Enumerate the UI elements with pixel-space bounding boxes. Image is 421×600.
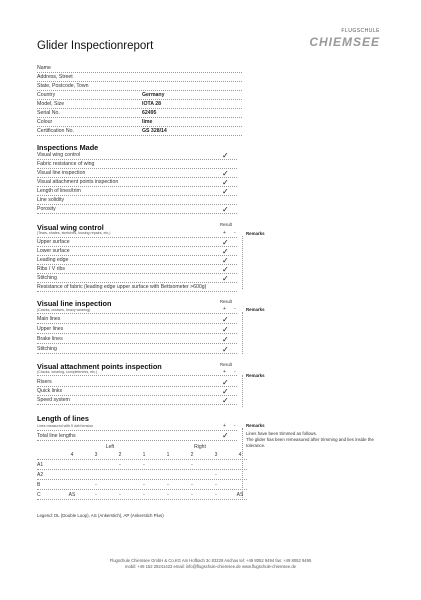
divider [37, 108, 242, 109]
wing-section-title: Visual wing control [37, 223, 104, 232]
minus-label: - [234, 423, 236, 429]
divider [242, 236, 243, 289]
checkmark: ✓ [222, 151, 229, 160]
minus-label: - [234, 306, 236, 312]
footer-line-2: mobil: +49 152 29241423 email: info@flugschule-chiemsee.de www.flugschule-chiemsee.de [124, 564, 297, 569]
wing-item: Leading edge [37, 257, 69, 263]
table-cell: - [143, 462, 145, 468]
wing-item: Upper surface [37, 239, 70, 245]
table-cell: - [95, 492, 97, 498]
table-cell: AS [68, 492, 76, 498]
table-cell: - [215, 482, 217, 488]
divider [37, 489, 247, 490]
divider [37, 386, 237, 387]
inspection-item: Visual wing control [37, 152, 81, 158]
line-item: Stitching [37, 346, 57, 352]
remarks-label: Remarks [246, 231, 265, 236]
attach-item: Quick links [37, 388, 63, 394]
checkmark: ✓ [222, 247, 229, 256]
line-item: Main lines [37, 316, 61, 322]
checkmark: ✓ [222, 178, 229, 187]
divider [37, 99, 242, 100]
remark-line: Lines have been trimmed as follows. [246, 431, 318, 436]
table-cell: - [215, 472, 217, 478]
column-header: 2 [190, 452, 194, 458]
remark-line: tolerance. [246, 443, 266, 448]
column-header: 4 [238, 452, 242, 458]
wing-item: Lower surface [37, 248, 70, 254]
flugschule-logo [290, 28, 380, 50]
table-cell: - [215, 492, 217, 498]
checkmark: ✓ [222, 274, 229, 283]
info-value-certification: GS 328/14 [142, 128, 167, 134]
table-cell: - [143, 492, 145, 498]
line-section-subtitle: (Cracks, creases, heavy wearing) [37, 308, 91, 312]
table-cell: - [191, 482, 193, 488]
row-label: C [37, 492, 41, 498]
divider [37, 246, 237, 247]
inspection-item: Line solidity [37, 197, 65, 203]
line-item: Brake lines [37, 336, 63, 342]
remarks-label: Remarks [246, 423, 265, 428]
result-label: Result [220, 362, 232, 367]
wing-item: Resistance of fabric (leading edge upper surface with Bettsometer >600g) [37, 284, 207, 290]
checkmark: ✓ [222, 169, 229, 178]
column-header: 3 [214, 452, 218, 458]
plus-label: + [223, 369, 226, 375]
attach-section-title: Visual attachment points inspection [37, 362, 162, 371]
inspection-item: Visual attachment points inspection [37, 179, 119, 185]
table-cell: - [119, 462, 121, 468]
attach-section-subtitle: (Cracks, wearing, completeness, etc.) [37, 370, 98, 374]
divider [37, 264, 237, 265]
wing-item: Ribs / V ribs [37, 266, 65, 272]
info-value-serial: 62495 [142, 110, 157, 116]
minus-label: - [234, 369, 236, 375]
left-header: Left [105, 444, 115, 450]
divider [37, 343, 237, 344]
divider [37, 195, 237, 196]
inspection-item: Length of lines/trim [37, 188, 81, 194]
column-header: 4 [70, 452, 74, 458]
checkmark: ✓ [222, 315, 229, 324]
column-header: 3 [94, 452, 98, 458]
divider [37, 323, 237, 324]
info-value-country: Germany [142, 92, 165, 98]
divider [37, 499, 247, 500]
checkmark: ✓ [222, 265, 229, 274]
divider [37, 255, 237, 256]
inspection-item: Porosity [37, 206, 56, 212]
checkmark: ✓ [222, 238, 229, 247]
table-cell: - [143, 482, 145, 488]
column-header: 1 [142, 452, 146, 458]
total-line-lengths-label: Total line lengths [37, 433, 76, 439]
divider [37, 213, 237, 214]
right-header: Right [194, 444, 206, 450]
column-header: 1 [166, 452, 170, 458]
attach-item: Risers [37, 379, 52, 385]
inspections-title: Inspections Made [37, 143, 99, 152]
table-cell: AS [236, 492, 244, 498]
row-label: A2 [37, 472, 44, 478]
divider [37, 291, 237, 292]
info-label-serial: Serial No. [37, 110, 60, 116]
divider [37, 177, 237, 178]
plus-label: + [223, 306, 226, 312]
info-label-certification: Certification No. [37, 128, 74, 134]
table-cell: - [119, 492, 121, 498]
legend: Legend: DL (Double Loop), AS (Ankerstich), AP (Ankerstich Plus) [37, 513, 164, 518]
lengths-section-subtitle: Lines measured with 5 daN tension [37, 424, 94, 428]
table-cell: - [167, 482, 169, 488]
attach-item: Speed system [37, 397, 70, 403]
divider [37, 90, 242, 91]
divider [37, 72, 242, 73]
checkmark: ✓ [222, 431, 229, 440]
checkmark: ✓ [222, 205, 229, 214]
checkmark: ✓ [222, 256, 229, 265]
divider [242, 428, 243, 498]
divider [37, 135, 242, 136]
checkmark: ✓ [222, 187, 229, 196]
checkmark: ✓ [222, 335, 229, 344]
divider [242, 312, 243, 354]
divider [37, 440, 237, 441]
divider [37, 479, 247, 480]
logo-main-text: CHIEMSEE [309, 35, 380, 49]
page-title: Glider Inspectionreport [37, 40, 154, 52]
plus-label: + [223, 423, 226, 429]
row-label: B [37, 482, 41, 488]
logo-top-text: FLUGSCHULE [341, 28, 380, 34]
info-label-colour: Colour [37, 119, 53, 125]
checkmark: ✓ [222, 387, 229, 396]
divider [37, 404, 237, 405]
info-label-name: Name [37, 65, 51, 71]
checkmark: ✓ [222, 378, 229, 387]
line-section-title: Visual line inspection [37, 299, 112, 308]
table-cell: - [191, 492, 193, 498]
divider [37, 81, 242, 82]
inspection-item: Fabric resistance of wing [37, 161, 95, 167]
lengths-section-title: Length of lines [37, 414, 89, 423]
row-label: A1 [37, 462, 44, 468]
wing-item: Stitching [37, 275, 57, 281]
remark-line: The glider has been remeasured after trimming and lies inside the [246, 437, 374, 442]
divider [37, 430, 237, 431]
divider [37, 395, 237, 396]
remarks-label: Remarks [246, 307, 265, 312]
checkmark: ✓ [222, 325, 229, 334]
info-label-model: Model, Size [37, 101, 65, 107]
info-label-country: Country [37, 92, 56, 98]
table-cell: - [167, 492, 169, 498]
result-label: Result [220, 299, 232, 304]
line-item: Upper lines [37, 326, 64, 332]
table-cell: - [191, 462, 193, 468]
divider [37, 117, 242, 118]
divider [37, 469, 247, 470]
divider [242, 375, 243, 407]
remarks-text [246, 431, 386, 449]
divider [37, 459, 247, 460]
checkmark: ✓ [222, 396, 229, 405]
column-header: 2 [118, 452, 122, 458]
info-value-model: IOTA 28 [142, 101, 162, 107]
plus-label: + [223, 230, 226, 236]
info-label-address: Address, Street [37, 74, 73, 80]
remarks-label: Remarks [246, 373, 265, 378]
divider [37, 375, 237, 376]
info-label-town: State, Postcode, Town [37, 83, 89, 89]
divider [37, 168, 237, 169]
divider [37, 282, 237, 283]
divider [37, 353, 237, 354]
divider [37, 204, 237, 205]
divider [37, 313, 237, 314]
minus-label: - [234, 230, 236, 236]
divider [37, 333, 237, 334]
checkmark: ✓ [222, 345, 229, 354]
divider [37, 126, 242, 127]
divider [37, 159, 237, 160]
footer-line-1: Flugschule Chiemsee GmbH & Co.KG Am Hofbach 3c 83229 Aschau tel: +49 8052 9494 fax: +49 8052 9495 [109, 558, 312, 563]
inspection-item: Visual line inspection [37, 170, 86, 176]
result-label: Result [220, 222, 232, 227]
info-value-colour: lime [142, 119, 153, 125]
wing-section-subtitle: (Tears, shafes, stretches, loosing repairs, etc.) [37, 231, 111, 235]
divider [37, 237, 237, 238]
table-cell: - [95, 482, 97, 488]
divider [37, 273, 237, 274]
divider [37, 186, 237, 187]
